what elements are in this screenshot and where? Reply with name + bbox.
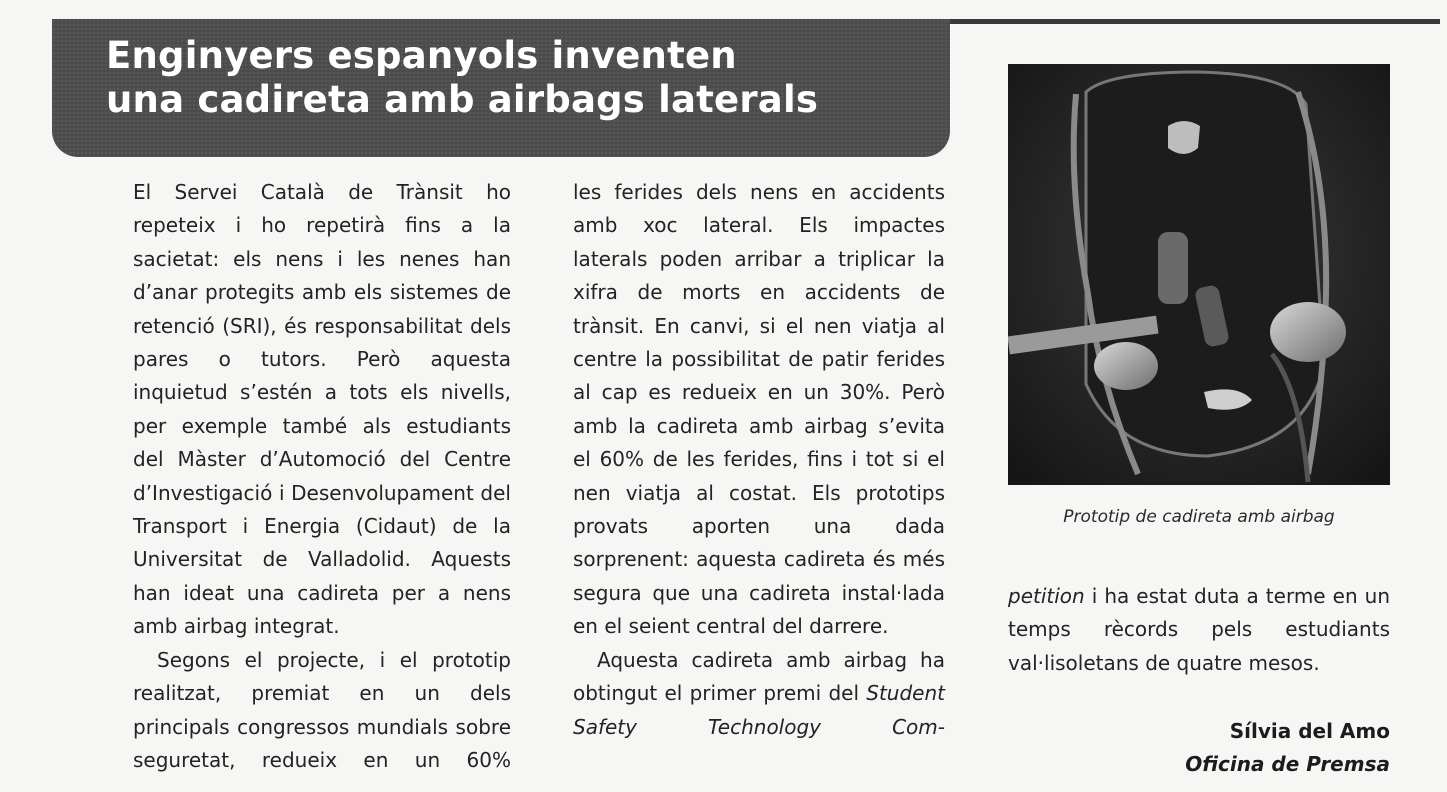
top-rule bbox=[940, 19, 1440, 24]
paragraph-5-text: i ha estat duta a terme en un temps rècords pels estudiants val·lisoletans de quatre mesos. bbox=[1008, 584, 1390, 675]
headline bbox=[106, 34, 936, 122]
headline-line-2: una cadireta amb airbags laterals bbox=[106, 78, 819, 121]
column-3 bbox=[1008, 580, 1390, 680]
paragraph-3: les ferides dels nens en accidents amb xoc lateral. Els impactes laterals poden arribar a triplicar la xifra de morts en accidents de trànsit. En canvi, si el nen viatja al centre la possibilitat de patir ferides al cap es redueix en un 30%. Però amb la cadireta amb airbag s’evita el 60% de les ferides, fins i tot si el nen viatja al costat. Els prototips provats aporten una dada sorprenent: aquesta cadireta és més segura que una cadireta instal·lada en el seient central del darrere. bbox=[573, 180, 945, 639]
paragraph-1: El Servei Català de Trànsit ho repeteix i ho repetirà fins a la sacietat: els nens i les nenes han d’anar protegits amb els sistemes de retenció (SRI), és responsabilitat dels pares o tutors. Però aquesta inquietud s’estén a tots els nivells, per exemple també als estudiants del Màster d’Automoció del Centre d’Investigació i Desenvolupament del Transport i Energia (Cidaut) de la Universitat de Valladolid. Aquests han ideat una cadireta per a nens amb airbag integrat. bbox=[133, 180, 511, 639]
award-name-part-1: Student Safety Technology Com- bbox=[573, 681, 945, 739]
author-name: Sílvia del Amo bbox=[1229, 719, 1390, 743]
photo-caption: Prototip de cadireta amb airbag bbox=[1063, 507, 1335, 527]
paragraph-2: Segons el projecte, i el prototip realitzat, premiat en un dels principals congressos mundials sobre seguretat, redueix en un 60% bbox=[133, 647, 511, 772]
car-seat-illustration bbox=[1008, 64, 1390, 485]
author-office: Oficina de Premsa bbox=[1185, 752, 1390, 776]
column-1 bbox=[133, 176, 511, 777]
paragraph-4-text: Aquesta cadireta amb airbag ha obtingut el primer premi del bbox=[573, 647, 945, 706]
award-name-part-2: petition bbox=[1008, 584, 1085, 608]
car-seat-photo bbox=[1008, 64, 1390, 485]
paragraph-5 bbox=[1008, 580, 1390, 680]
headline-line-1: Enginyers espanyols inventen bbox=[106, 34, 737, 77]
byline bbox=[1008, 715, 1390, 781]
column-2 bbox=[573, 176, 945, 744]
paragraph-4 bbox=[573, 644, 945, 744]
